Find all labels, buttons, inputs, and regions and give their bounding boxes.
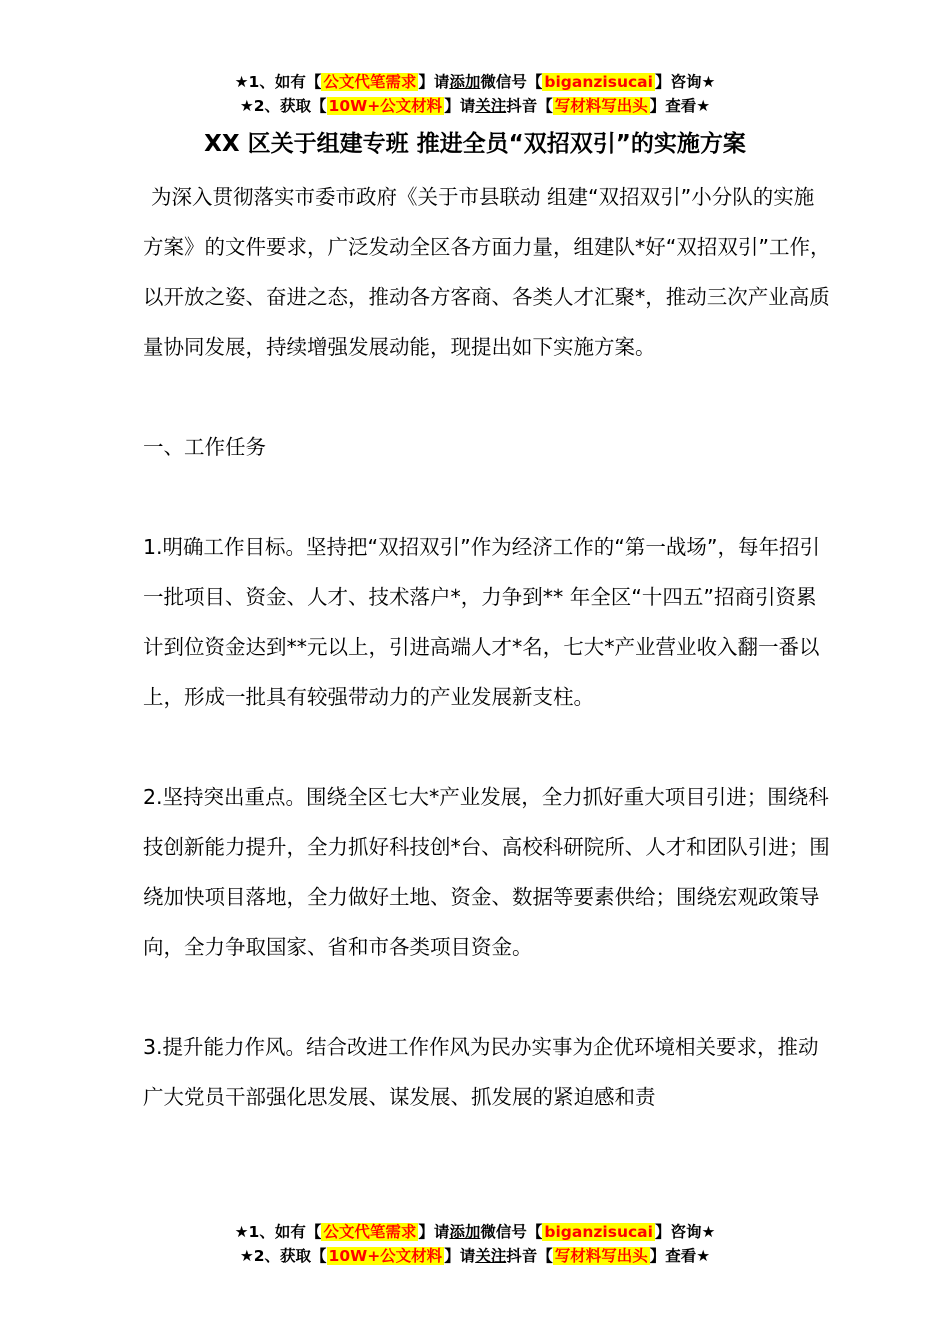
banner-text: 】查看★ xyxy=(649,1247,711,1265)
document-title: XX 区关于组建专班 推进全员“双招双引”的实施方案 xyxy=(204,131,746,157)
banner-text: 】请 xyxy=(418,73,450,91)
banner-text: 抖音【 xyxy=(506,97,553,115)
banner-text: 】请 xyxy=(444,97,476,115)
banner-text: 】请 xyxy=(418,1223,450,1241)
list-item: 2.坚持突出重点。围绕全区七大*产业发展，全力抓好重大项目引进；围绕科技创新能力提升，全力抓好科技创*台、高校科研院所、人才和团队引进；围绕加快项目落地，全力做好土地、资金、数据等要素供给；围绕宏观政策导向，全力争取国家、省和市各类项目资金。 xyxy=(143,785,830,959)
list-item: 3.提升能力作风。结合改进工作作风为民办实事为企优环境相关要求，推动广大党员干部强化思发展、谋发展、抓发展的紧迫感和责 xyxy=(143,1035,819,1109)
banner-line-2 xyxy=(0,1244,950,1268)
banner-highlight: biganzisucai xyxy=(544,73,653,91)
banner-text: ★1、如有【 xyxy=(234,73,322,91)
banner-underlined: 添加 xyxy=(449,1223,481,1241)
banner-highlight: 写材料写出头 xyxy=(554,97,648,115)
section-heading: 一、工作任务 xyxy=(143,435,266,459)
banner-highlight: 10W+公文材料 xyxy=(328,97,443,115)
banner-text: 】咨询★ xyxy=(654,1223,716,1241)
banner-text: 微信号【 xyxy=(480,1223,543,1241)
banner-highlight: 写材料写出头 xyxy=(554,1247,648,1265)
banner-highlight: 10W+公文材料 xyxy=(328,1247,443,1265)
bottom-banner xyxy=(0,1220,950,1268)
banner-text: 抖音【 xyxy=(506,1247,553,1265)
banner-underlined: 关注 xyxy=(475,1247,507,1265)
banner-underlined: 关注 xyxy=(475,97,507,115)
banner-text: ★2、获取【 xyxy=(239,1247,327,1265)
document-body xyxy=(143,172,833,1122)
intro-paragraph: 为深入贯彻落实市委市政府《关于市县联动 组建“双招双引”小分队的实施方案》的文件要求，广泛发动全区各方面力量，组建队*好“双招双引”工作，以开放之姿、奋进之态，推动各方客商、各类人才汇聚*，推动三次产业高质量协同发展，持续增强发展动能，现提出如下实施方案。 xyxy=(143,185,831,359)
banner-highlight: biganzisucai xyxy=(544,1223,653,1241)
banner-text: 】咨询★ xyxy=(654,73,716,91)
list-item: 1.明确工作目标。坚持把“双招双引”作为经济工作的“第一战场”，每年招引一批项目、资金、人才、技术落户*，力争到** 年全区“十四五”招商引资累计到位资金达到**元以上，引进高端人才*名，七大*产业营业收入翻一番以上，形成一批具有较强带动力的产业发展新支柱。 xyxy=(143,535,821,709)
banner-text: ★1、如有【 xyxy=(234,1223,322,1241)
banner-line-1 xyxy=(0,70,950,94)
banner-line-1 xyxy=(0,1220,950,1244)
top-banner xyxy=(0,70,950,118)
banner-line-2 xyxy=(0,94,950,118)
banner-highlight: 公文代笔需求 xyxy=(323,73,417,91)
banner-text: ★2、获取【 xyxy=(239,97,327,115)
banner-text: 】请 xyxy=(444,1247,476,1265)
banner-underlined: 添加 xyxy=(449,73,481,91)
banner-text: 微信号【 xyxy=(480,73,543,91)
banner-text: 】查看★ xyxy=(649,97,711,115)
banner-highlight: 公文代笔需求 xyxy=(323,1223,417,1241)
